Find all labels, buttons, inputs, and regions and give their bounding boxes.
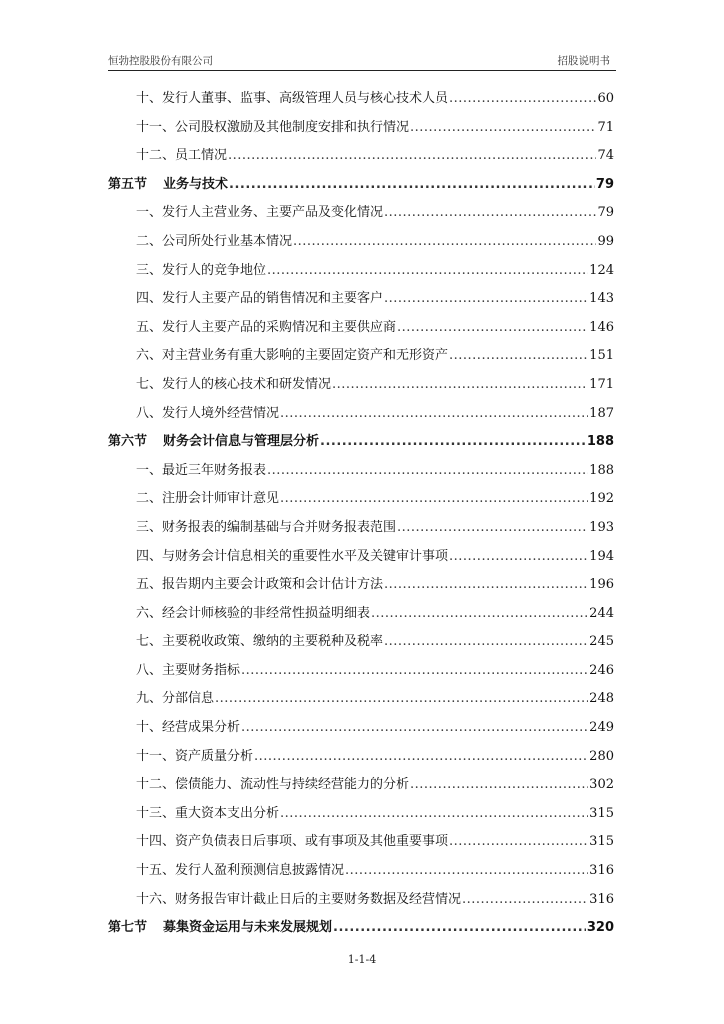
toc-dot-leader xyxy=(293,228,596,257)
toc-item-title: 七、发行人的核心技术和研发情况 xyxy=(136,376,332,392)
toc-item-row[interactable] xyxy=(108,543,614,572)
toc-item-row[interactable] xyxy=(108,114,614,143)
page-footer xyxy=(0,953,724,966)
toc-item-title: 二、注册会计师审计意见 xyxy=(136,491,280,507)
toc-dot-leader xyxy=(280,800,588,829)
toc-item-title: 十、发行人董事、监事、高级管理人员与核心技术人员 xyxy=(136,91,449,106)
toc-item-row[interactable] xyxy=(108,714,614,743)
toc-section-number: 第七节 xyxy=(108,920,148,936)
toc-dot-leader xyxy=(449,543,588,572)
toc-item-row[interactable] xyxy=(108,400,614,429)
toc-dot-leader xyxy=(449,342,588,371)
header-document-type: 招股说明书 xyxy=(557,55,610,67)
toc-item-title: 十、经营成果分析 xyxy=(136,720,241,736)
toc-page-number: 316 xyxy=(589,891,614,907)
toc-section-number: 第六节 xyxy=(108,434,148,450)
toc-item-row[interactable] xyxy=(108,314,614,343)
toc-item-row[interactable] xyxy=(108,800,614,829)
toc-section-row[interactable] xyxy=(108,914,614,943)
toc-page-number: 315 xyxy=(589,834,614,850)
toc-page-number: 71 xyxy=(597,119,614,135)
toc-dot-leader xyxy=(267,457,588,486)
toc-item-title: 十二、员工情况 xyxy=(136,148,228,164)
toc-dot-leader xyxy=(267,257,588,286)
toc-section-row[interactable] xyxy=(108,428,614,457)
toc-item-row[interactable] xyxy=(108,857,614,886)
toc-item-title: 四、发行人主要产品的销售情况和主要客户 xyxy=(136,291,384,307)
toc-dot-leader xyxy=(215,685,588,714)
toc-section-title: 募集资金运用与未来发展规划 xyxy=(163,920,333,936)
toc-page-number: 124 xyxy=(589,262,614,278)
toc-page-number: 188 xyxy=(586,434,614,450)
toc-section-heading xyxy=(108,914,332,943)
toc-item-title: 五、发行人主要产品的采购情况和主要供应商 xyxy=(136,319,397,335)
toc-page-number: 171 xyxy=(589,376,614,392)
toc-item-title: 六、对主营业务有重大影响的主要固定资产和无形资产 xyxy=(136,348,449,364)
toc-page-number: 188 xyxy=(589,462,614,478)
toc-page-number: 79 xyxy=(595,176,614,192)
toc-item-title: 十二、偿债能力、流动性与持续经营能力的分析 xyxy=(136,777,410,793)
toc-section-number: 第五节 xyxy=(108,176,148,192)
toc-dot-leader xyxy=(384,199,596,228)
toc-page-number: 248 xyxy=(589,691,614,707)
toc-item-title: 十六、财务报告审计截止日后的主要财务数据及经营情况 xyxy=(136,891,462,907)
toc-item-row[interactable] xyxy=(108,342,614,371)
toc-dot-leader xyxy=(241,714,588,743)
toc-dot-leader xyxy=(241,657,588,686)
toc-item-row[interactable] xyxy=(108,571,614,600)
toc-dot-leader xyxy=(228,142,596,171)
header-company-name: 恒勃控股股份有限公司 xyxy=(108,55,213,67)
toc-item-row[interactable] xyxy=(108,657,614,686)
toc-page-number: 320 xyxy=(586,920,614,936)
toc-item-title: 十一、资产质量分析 xyxy=(136,748,254,764)
toc-dot-leader xyxy=(254,743,588,772)
toc-section-heading xyxy=(108,171,228,200)
toc-page-number: 194 xyxy=(589,548,614,564)
toc-page-number: 146 xyxy=(589,319,614,335)
toc-item-title: 八、发行人境外经营情况 xyxy=(136,405,280,421)
toc-dot-leader xyxy=(449,85,596,114)
toc-section-title: 财务会计信息与管理层分析 xyxy=(163,434,320,450)
toc-section-heading xyxy=(108,428,319,457)
toc-item-row[interactable] xyxy=(108,600,614,629)
toc-dot-leader xyxy=(229,171,595,200)
toc-page-number: 246 xyxy=(589,662,614,678)
toc-page-number: 74 xyxy=(597,148,614,164)
toc-section-row[interactable] xyxy=(108,171,614,200)
toc-item-title: 八、主要财务指标 xyxy=(136,662,241,678)
toc-dot-leader xyxy=(384,628,588,657)
toc-item-title: 一、发行人主营业务、主要产品及变化情况 xyxy=(136,205,384,221)
toc-item-row[interactable] xyxy=(108,485,614,514)
toc-item-row[interactable] xyxy=(108,142,614,171)
table-of-contents xyxy=(108,85,614,943)
toc-dot-leader xyxy=(384,285,588,314)
toc-page-number: 316 xyxy=(589,863,614,879)
toc-item-row[interactable] xyxy=(108,257,614,286)
toc-item-row[interactable] xyxy=(108,371,614,400)
toc-dot-leader xyxy=(384,571,588,600)
toc-item-row[interactable] xyxy=(108,685,614,714)
toc-dot-leader xyxy=(397,314,588,343)
toc-dot-leader xyxy=(280,400,588,429)
toc-page-number: 245 xyxy=(589,634,614,650)
toc-dot-leader xyxy=(371,600,588,629)
toc-dot-leader xyxy=(345,857,588,886)
toc-item-row[interactable] xyxy=(108,743,614,772)
toc-dot-leader xyxy=(397,514,588,543)
footer-page-number: 1-1-4 xyxy=(347,953,377,966)
toc-item-title: 十一、公司股权激励及其他制度安排和执行情况 xyxy=(136,119,410,135)
page-header xyxy=(108,50,616,71)
toc-dot-leader xyxy=(410,771,588,800)
toc-dot-leader xyxy=(462,886,588,915)
toc-page-number: 280 xyxy=(589,748,614,764)
toc-item-row[interactable] xyxy=(108,828,614,857)
toc-item-title: 九、分部信息 xyxy=(136,691,215,707)
toc-page-number: 60 xyxy=(597,91,614,106)
toc-item-title: 三、发行人的竞争地位 xyxy=(136,262,267,278)
toc-item-title: 五、报告期内主要会计政策和会计估计方法 xyxy=(136,577,384,593)
toc-item-title: 四、与财务会计信息相关的重要性水平及关键审计事项 xyxy=(136,548,449,564)
toc-section-title: 业务与技术 xyxy=(163,176,229,192)
toc-page-number: 99 xyxy=(597,233,614,249)
toc-page-number: 302 xyxy=(589,777,614,793)
toc-item-row[interactable] xyxy=(108,514,614,543)
toc-item-row[interactable] xyxy=(108,85,614,114)
toc-dot-leader xyxy=(410,114,596,143)
toc-page-number: 193 xyxy=(589,519,614,535)
toc-item-title: 二、公司所处行业基本情况 xyxy=(136,233,293,249)
toc-dot-leader xyxy=(332,371,588,400)
toc-item-row[interactable] xyxy=(108,628,614,657)
toc-dot-leader xyxy=(449,828,588,857)
toc-page-number: 151 xyxy=(589,348,614,364)
toc-item-row[interactable] xyxy=(108,199,614,228)
toc-item-row[interactable] xyxy=(108,457,614,486)
toc-item-title: 一、最近三年财务报表 xyxy=(136,462,267,478)
toc-dot-leader xyxy=(280,485,588,514)
toc-page-number: 315 xyxy=(589,805,614,821)
toc-item-title: 十三、重大资本支出分析 xyxy=(136,805,280,821)
toc-item-row[interactable] xyxy=(108,228,614,257)
toc-item-title: 十四、资产负债表日后事项、或有事项及其他重要事项 xyxy=(136,834,449,850)
toc-item-row[interactable] xyxy=(108,771,614,800)
toc-item-row[interactable] xyxy=(108,285,614,314)
toc-page-number: 143 xyxy=(589,291,614,307)
toc-item-row[interactable] xyxy=(108,886,614,915)
toc-dot-leader xyxy=(320,428,586,457)
toc-page-number: 196 xyxy=(589,577,614,593)
toc-item-title: 六、经会计师核验的非经常性损益明细表 xyxy=(136,605,371,621)
toc-page-number: 249 xyxy=(589,720,614,736)
toc-item-title: 七、主要税收政策、缴纳的主要税种及税率 xyxy=(136,634,384,650)
toc-page-number: 187 xyxy=(589,405,614,421)
toc-page-number: 192 xyxy=(589,491,614,507)
toc-item-title: 十五、发行人盈利预测信息披露情况 xyxy=(136,863,345,879)
toc-page-number: 79 xyxy=(597,205,614,221)
toc-item-title: 三、财务报表的编制基础与合并财务报表范围 xyxy=(136,519,397,535)
toc-page-number: 244 xyxy=(589,605,614,621)
toc-dot-leader xyxy=(333,914,586,943)
